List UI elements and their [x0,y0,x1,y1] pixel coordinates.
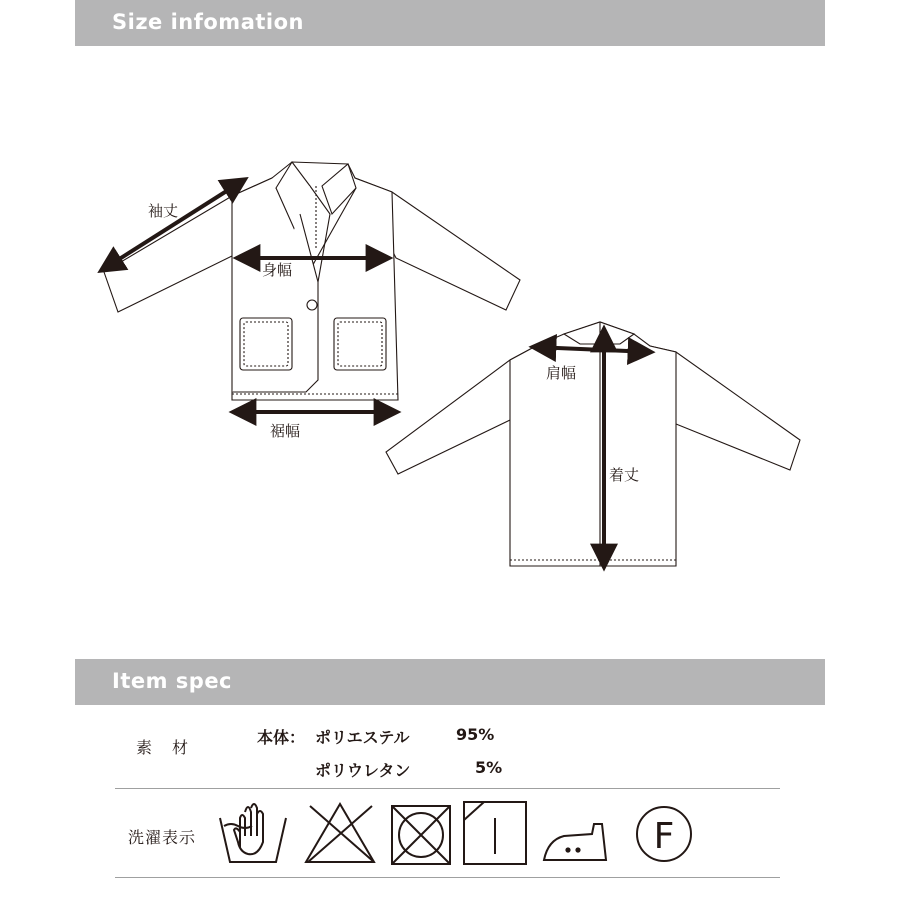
iron-low-icon [544,824,606,860]
sleeve-length-label: 袖丈 [148,202,179,220]
care-label: 洗濯表示 [128,828,197,847]
dry-clean-letter: F [653,816,675,857]
material-prefix: 本体： [257,728,306,747]
no-tumble-dry-icon [392,806,450,864]
spec-divider-bottom [115,877,780,878]
jacket-front-drawing [104,162,520,400]
spec-divider-top [115,788,780,789]
total-length-label: 着丈 [609,466,640,484]
line-dry-shade-icon [464,802,526,864]
material-name-2: ポリウレタン [315,761,411,780]
hand-wash-icon [220,804,286,862]
material-percent-2: 5% [475,758,503,777]
no-bleach-icon [306,804,374,862]
hem-width-label: 裾幅 [270,422,301,440]
material-name-1: ポリエステル [315,728,410,747]
shoulder-width-label: 肩幅 [546,364,577,382]
item-spec-header: Item spec [75,659,825,705]
size-info-header: Size infomation [75,0,825,46]
material-label: 素 材 [136,738,191,757]
material-percent-1: 95% [456,725,495,744]
care-icons [218,790,698,870]
body-width-label: 身幅 [262,261,293,279]
jacket-back-drawing [386,322,800,566]
